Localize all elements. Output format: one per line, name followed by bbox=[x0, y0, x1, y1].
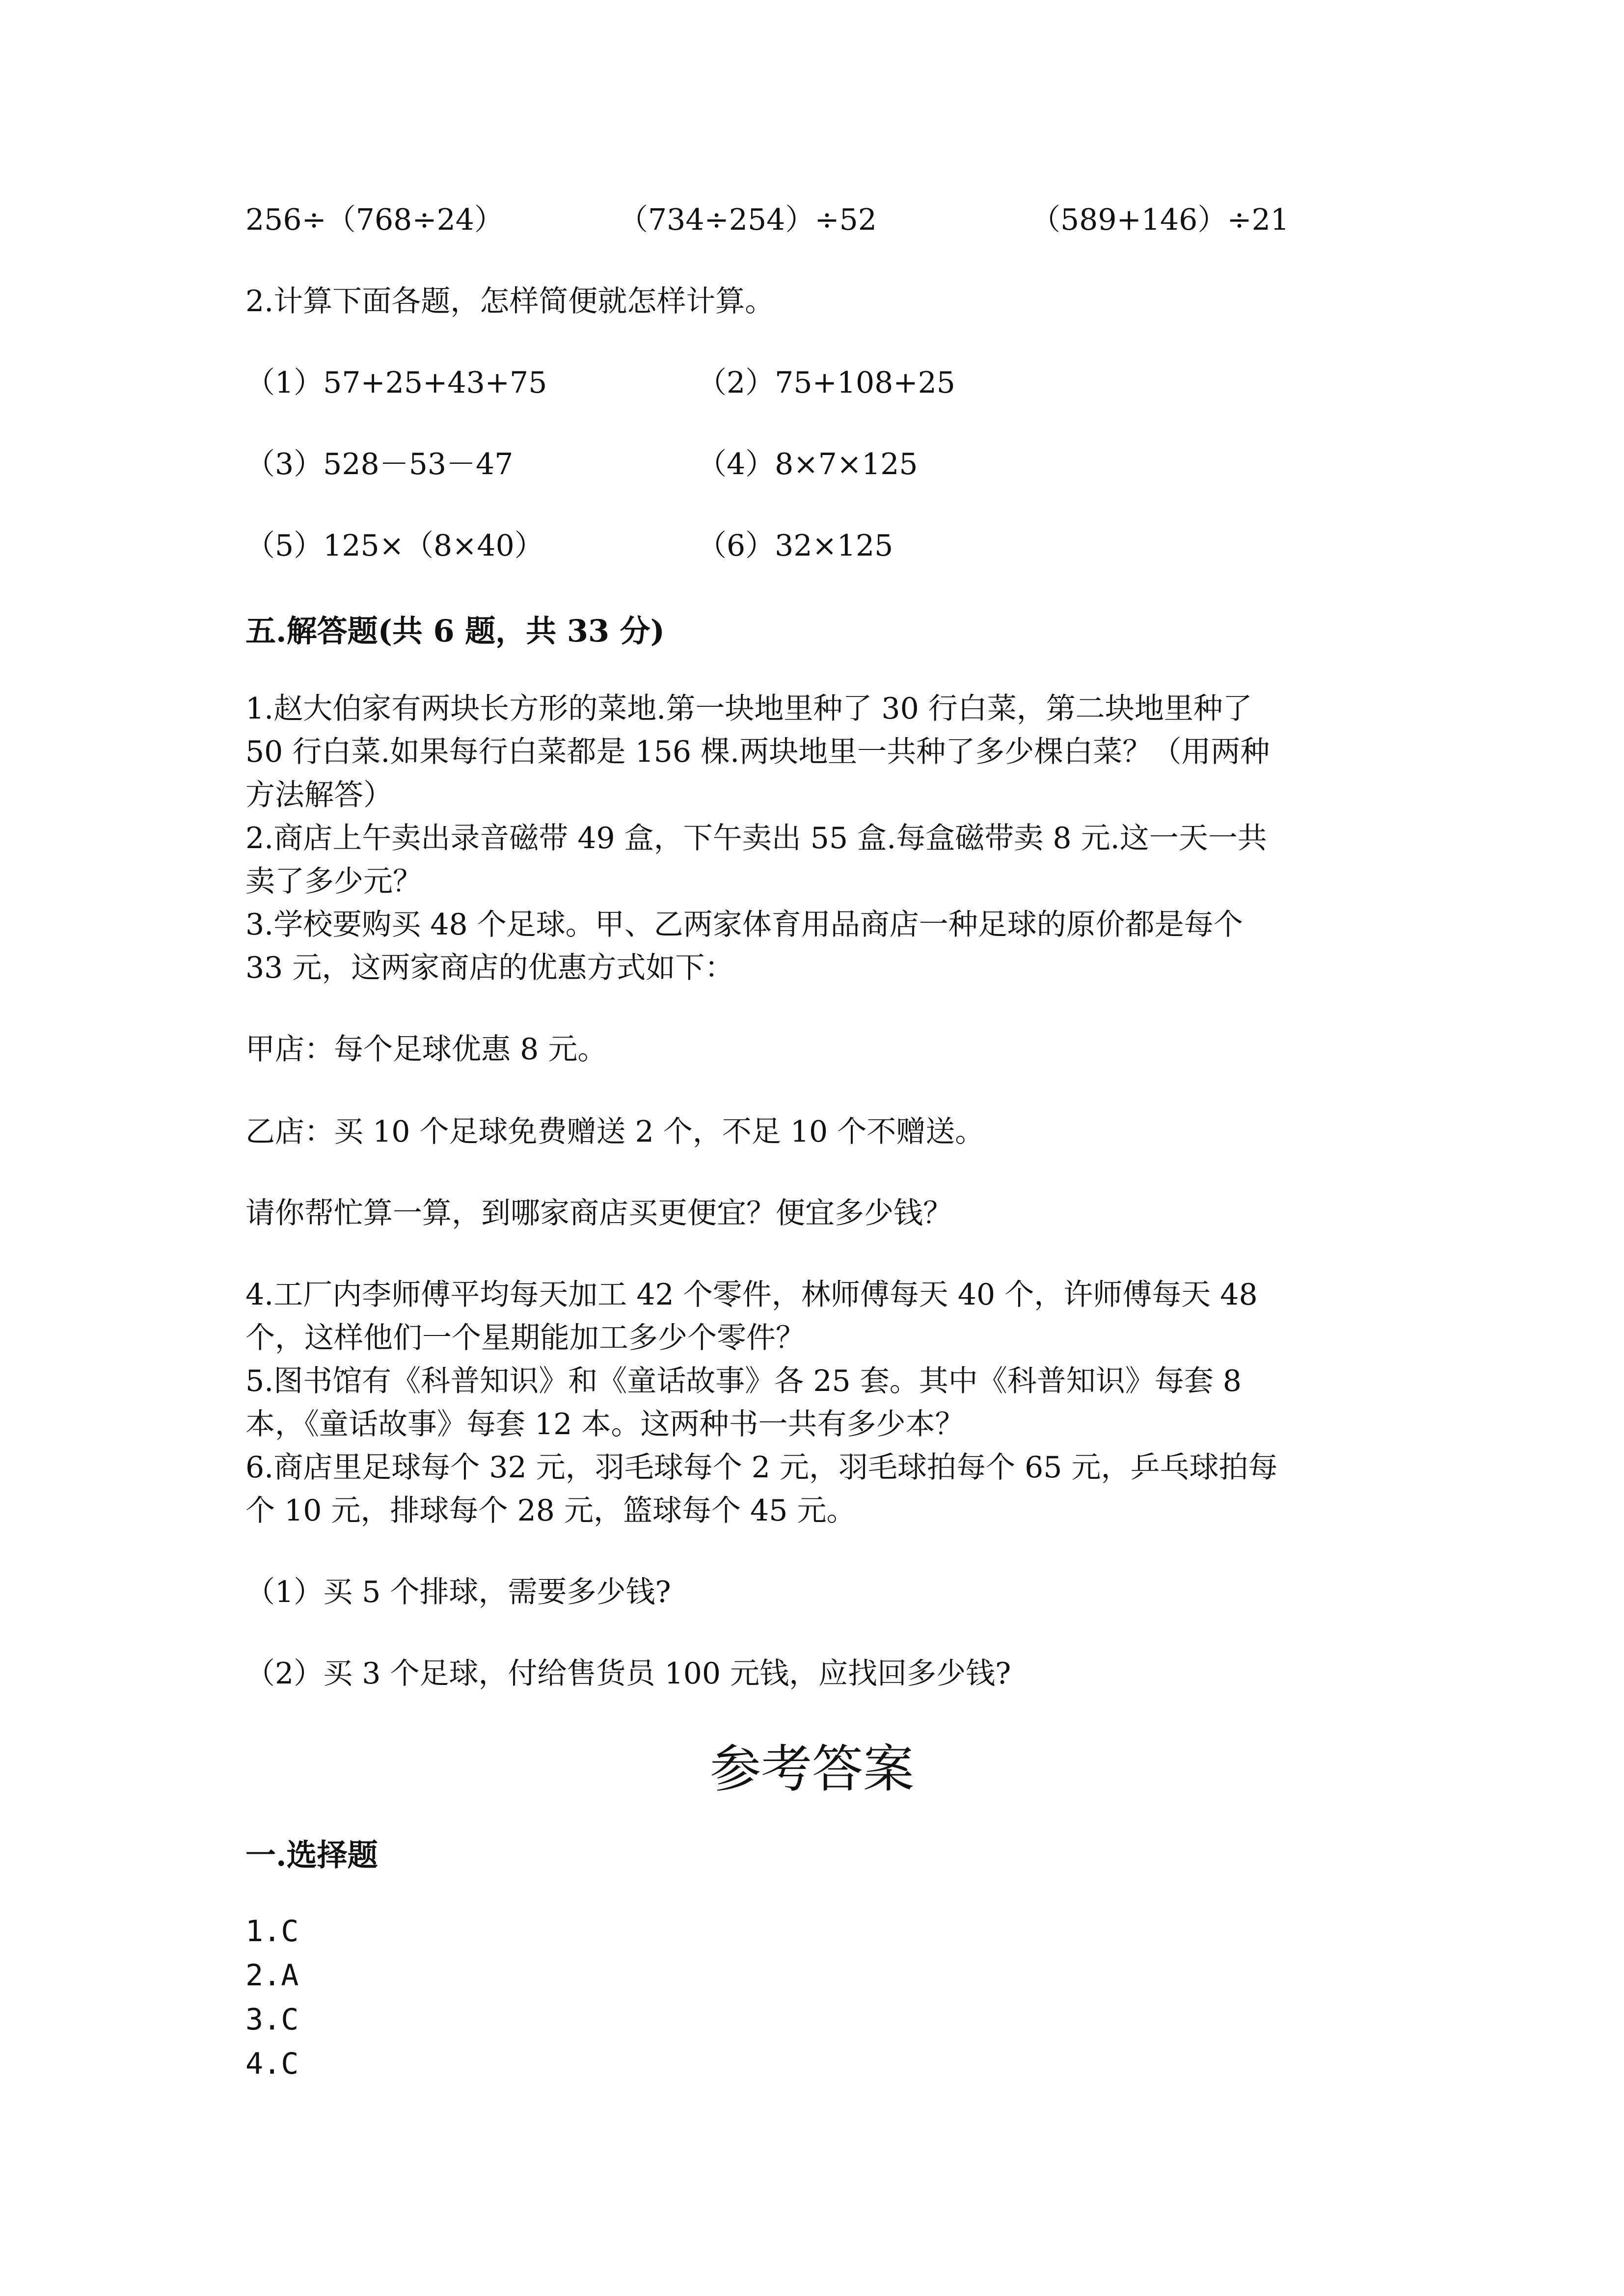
q1-line-1: 1.赵大伯家有两块长方形的菜地.第一块地里种了 30 行白菜，第二块地里种了 bbox=[245, 692, 1252, 726]
calc-item-4: （4）8×7×125 bbox=[697, 447, 918, 481]
expression-3-wrap bbox=[1031, 198, 1289, 241]
q2-line-2: 卖了多少元？ bbox=[245, 864, 422, 899]
calc-item-1: （1）57+25+43+75 bbox=[245, 366, 547, 400]
q3-ask: 请你帮忙算一算，到哪家商店买更便宜？便宜多少钱？ bbox=[245, 1196, 952, 1230]
expression-1: 256÷（768÷24） bbox=[245, 203, 504, 237]
calc-item-6: （6）32×125 bbox=[697, 529, 893, 563]
q6-line-2: 个 10 元，排球每个 28 元，篮球每个 45 元。 bbox=[245, 1494, 856, 1528]
answers-title: 参考答案 bbox=[709, 1739, 914, 1799]
answer-item-1: 1.C bbox=[245, 1914, 299, 1949]
q6-sub-1: （1）买 5 个排球，需要多少钱? bbox=[245, 1575, 671, 1609]
calc-item-5: （5）125×（8×40） bbox=[245, 529, 544, 563]
question-2-title: 2.计算下面各题，怎样简便就怎样计算。 bbox=[245, 284, 775, 319]
q4-line-1: 4.工厂内李师傅平均每天加工 42 个零件，林师傅每天 40 个，许师傅每天 48 bbox=[245, 1278, 1258, 1312]
q1-line-3: 方法解答） bbox=[245, 778, 393, 812]
q4-line-2: 个，这样他们一个星期能加工多少个零件？ bbox=[245, 1321, 805, 1355]
q3-line-1: 3.学校要购买 48 个足球。甲、乙两家体育用品商店一种足球的原价都是每个 bbox=[245, 908, 1243, 942]
q2-line-1: 2.商店上午卖出录音磁带 49 盒，下午卖出 55 盒.每盒磁带卖 8 元.这一天一共 bbox=[245, 821, 1267, 855]
calc-item-2: （2）75+108+25 bbox=[697, 366, 955, 400]
q5-line-1: 5.图书馆有《科普知识》和《童话故事》各 25 套。其中《科普知识》每套 8 bbox=[245, 1364, 1242, 1398]
answers-section-1-heading: 一.选择题 bbox=[245, 1837, 378, 1873]
expression-row bbox=[245, 198, 504, 241]
section-5-heading: 五.解答题(共 6 题，共 33 分) bbox=[245, 613, 665, 649]
expression-3: （589+146）÷21 bbox=[1031, 203, 1289, 237]
answer-item-4: 4.C bbox=[245, 2047, 299, 2081]
q3-line-2: 33 元，这两家商店的优惠方式如下： bbox=[245, 951, 734, 985]
q5-line-2: 本，《童话故事》每套 12 本。这两种书一共有多少本？ bbox=[245, 1407, 965, 1442]
q6-sub-2: （2）买 3 个足球，付给售货员 100 元钱，应找回多少钱? bbox=[245, 1656, 1011, 1691]
calc-item-3: （3）528－53－47 bbox=[245, 447, 514, 481]
q1-line-2: 50 行白菜.如果每行白菜都是 156 棵.两块地里一共种了多少棵白菜？（用两种 bbox=[245, 735, 1270, 769]
q3-store-a: 甲店：每个足球优惠 8 元。 bbox=[245, 1032, 607, 1067]
q3-store-b: 乙店：买 10 个足球免费赠送 2 个，不足 10 个不赠送。 bbox=[245, 1115, 985, 1149]
answer-item-3: 3.C bbox=[245, 2002, 299, 2037]
answer-item-2: 2.A bbox=[245, 1958, 299, 1993]
q6-line-1: 6.商店里足球每个 32 元，羽毛球每个 2 元，羽毛球拍每个 65 元，乒乓球拍每 bbox=[245, 1450, 1278, 1485]
expression-2: （734÷254）÷52 bbox=[619, 203, 877, 237]
expression-2-wrap bbox=[619, 198, 877, 241]
